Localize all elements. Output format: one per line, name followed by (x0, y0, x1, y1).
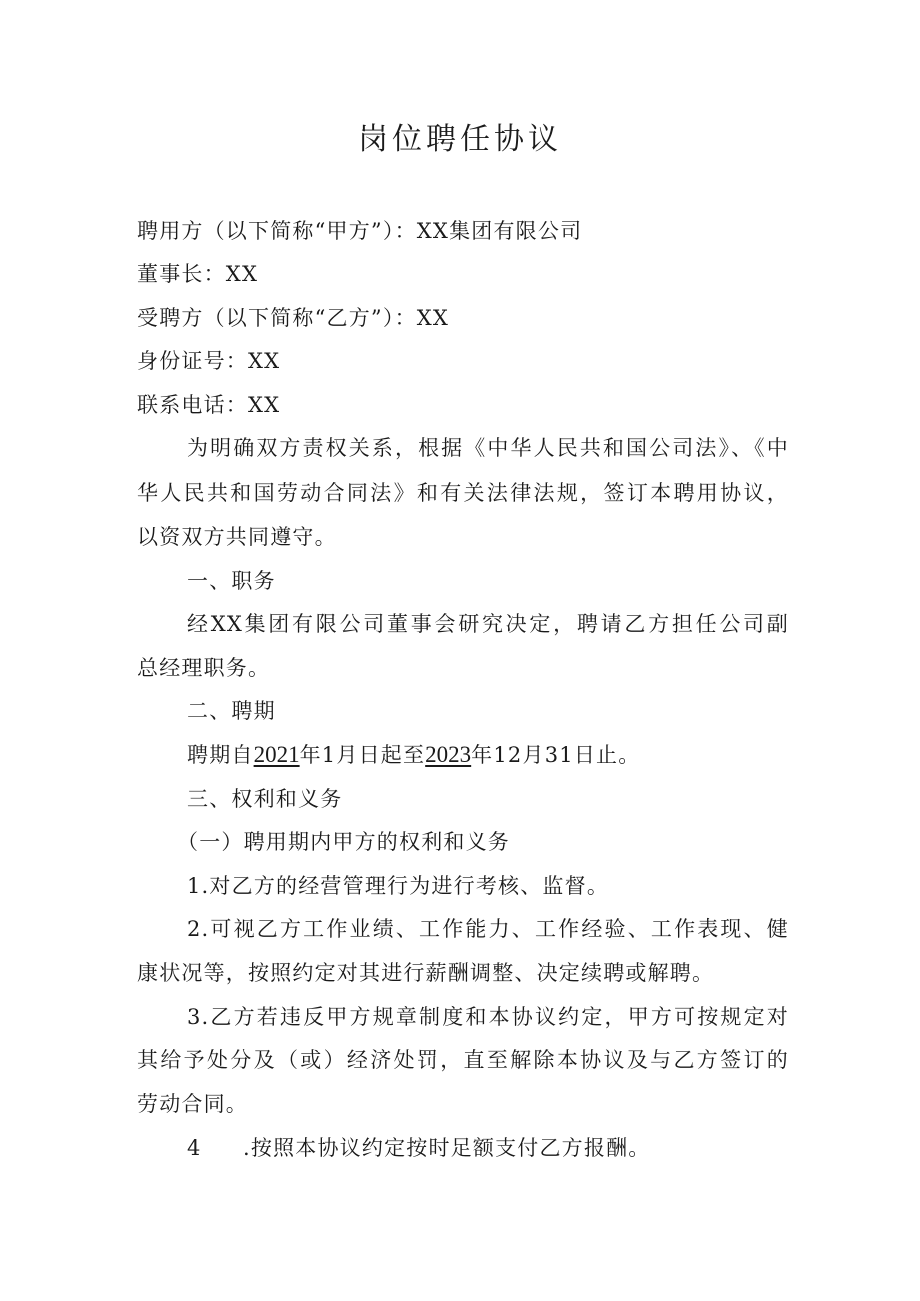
term-start-year: 2021 (253, 742, 300, 767)
employer-line: 聘用方（以下简称“甲方”）：XX集团有限公司 (137, 219, 583, 243)
section-2-heading: 二、聘期 (187, 699, 276, 723)
preamble-line-1: 为明确双方责权关系，根据《中华人民共和国公司法》、《中 (187, 436, 789, 460)
term-line (187, 740, 640, 770)
item-2-line-2: 康状况等，按照约定对其进行薪酬调整、决定续聘或解聘。 (137, 961, 715, 985)
term-prefix: 聘期自 (187, 743, 254, 767)
chairman-line: 董事长：XX (137, 262, 259, 286)
item-4-number: 4 (187, 1136, 202, 1160)
item-3-line-3: 劳动合同。 (137, 1092, 248, 1116)
section-1-line-1: 经XX集团有限公司董事会研究决定，聘请乙方担任公司副 (187, 612, 789, 636)
term-middle: 年1月日起至 (299, 743, 426, 767)
section-1-heading: 一、职务 (187, 569, 276, 593)
item-4-text: .按照本协议约定按时足额支付乙方报酬。 (243, 1136, 651, 1160)
preamble-line-2: 华人民共和国劳动合同法》和有关法律法规，签订本聘用协议， (137, 481, 789, 505)
section-3-heading: 三、权利和义务 (187, 787, 343, 811)
item-3-line-1: 3.乙方若违反甲方规章制度和本协议约定，甲方可按规定对 (187, 1005, 789, 1029)
section-1-line-2: 总经理职务。 (137, 656, 271, 680)
id-number-line: 身份证号：XX (137, 349, 281, 373)
term-end-year: 2023 (425, 742, 472, 767)
document-title: 岗位聘任协议 (358, 122, 562, 157)
item-1: 1.对乙方的经营管理行为进行考核、监督。 (187, 874, 610, 898)
section-3-subheading: （一）聘用期内甲方的权利和义务 (177, 830, 510, 854)
employee-line: 受聘方（以下简称“乙方”）：XX (137, 306, 450, 330)
phone-line: 联系电话：XX (137, 393, 281, 417)
item-2-line-1: 2.可视乙方工作业绩、工作能力、工作经验、工作表现、健 (187, 917, 789, 941)
item-3-line-2: 其给予处分及（或）经济处罚，直至解除本协议及与乙方签订的 (137, 1048, 789, 1072)
preamble-line-3: 以资双方共同遵守。 (137, 525, 337, 549)
term-suffix: 年12月31日止。 (471, 743, 641, 767)
